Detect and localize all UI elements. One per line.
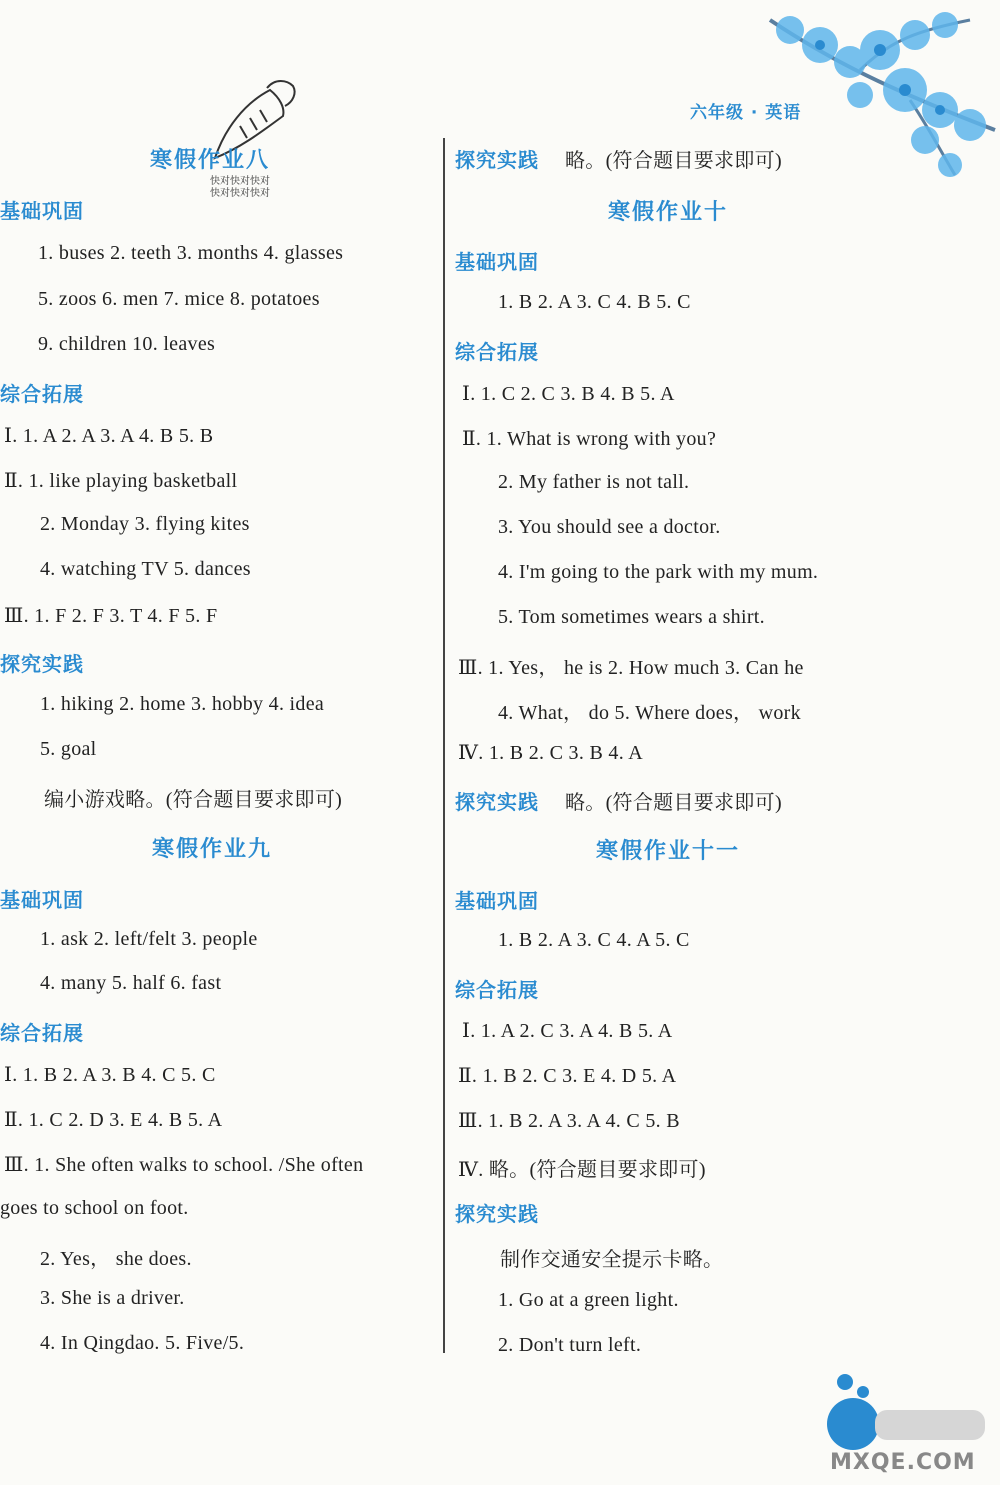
answer-line: Ⅲ. 1. F 2. F 3. T 4. F 5. F — [4, 605, 218, 627]
answer-line: 略。(符合题目要求即可) — [565, 792, 782, 814]
answer-line: 制作交通安全提示卡略。 — [500, 1249, 724, 1271]
answer-line: Ⅳ. 1. B 2. C 3. B 4. A — [458, 742, 643, 764]
answer-line: 2. My father is not tall. — [498, 471, 690, 493]
answer-line: 4. many 5. half 6. fast — [40, 972, 222, 994]
answer-line: Ⅳ. 略。(符合题目要求即可) — [458, 1159, 706, 1181]
answer-line: 1. B 2. A 3. C 4. A 5. C — [498, 929, 690, 951]
answer-line: 4. In Qingdao. 5. Five/5. — [40, 1332, 245, 1354]
title-homework-10: 寒假作业十 — [608, 200, 729, 225]
title-homework-8: 寒假作业八 — [150, 148, 271, 173]
answer-line: Ⅰ. 1. A 2. C 3. A 4. B 5. A — [462, 1020, 673, 1042]
answer-line: 略。(符合题目要求即可) — [565, 150, 782, 172]
answer-line: goes to school on foot. — [0, 1197, 189, 1219]
answer-line: 4. I'm going to the park with my mum. — [498, 561, 819, 583]
stamp-line-2: 快对快对快对 — [210, 188, 270, 199]
section-basic-consolidation: 基础巩固 — [455, 889, 539, 913]
section-comprehensive-extension: 综合拓展 — [0, 382, 84, 406]
answer-line: 1. hiking 2. home 3. hobby 4. idea — [40, 693, 325, 715]
brand-stamp — [210, 176, 270, 200]
answer-line: Ⅲ. 1. Yes， he is 2. How much 3. Can he — [458, 657, 804, 679]
answer-line: 1. ask 2. left/felt 3. people — [40, 928, 258, 950]
answer-line: Ⅰ. 1. B 2. A 3. B 4. C 5. C — [4, 1064, 216, 1086]
stamp-line-1: 快对快对快对 — [210, 176, 270, 187]
answer-line: 3. She is a driver. — [40, 1287, 185, 1309]
answer-line: 1. buses 2. teeth 3. months 4. glasses — [38, 242, 344, 264]
section-exploration-practice: 探究实践 — [455, 148, 539, 172]
section-comprehensive-extension: 综合拓展 — [455, 978, 539, 1002]
answer-line: Ⅰ. 1. C 2. C 3. B 4. B 5. A — [462, 383, 675, 405]
section-comprehensive-extension: 综合拓展 — [455, 340, 539, 364]
watermark-text: MXQE.COM — [830, 1450, 976, 1475]
answer-line: 4. watching TV 5. dances — [40, 558, 251, 580]
answer-line: 5. Tom sometimes wears a shirt. — [498, 606, 765, 628]
section-basic-consolidation: 基础巩固 — [455, 250, 539, 274]
section-basic-consolidation: 基础巩固 — [0, 199, 84, 223]
answer-line: 1. B 2. A 3. C 4. B 5. C — [498, 291, 691, 313]
answer-line: Ⅱ. 1. B 2. C 3. E 4. D 5. A — [458, 1065, 677, 1087]
answer-line: 2. Don't turn left. — [498, 1334, 642, 1356]
grade-subject-header: 六年级 · 英语 — [690, 103, 802, 123]
section-exploration-practice: 探究实践 — [455, 1202, 539, 1226]
answer-line: 5. zoos 6. men 7. mice 8. potatoes — [38, 288, 320, 310]
section-exploration-practice: 探究实践 — [0, 652, 84, 676]
answer-line: 编小游戏略。(符合题目要求即可) — [44, 789, 343, 811]
answer-line: 4. What， do 5. Where does， work — [498, 702, 801, 724]
answer-line: Ⅱ. 1. What is wrong with you? — [462, 428, 717, 450]
answer-line: Ⅱ. 1. C 2. D 3. E 4. B 5. A — [4, 1109, 223, 1131]
answer-line: Ⅰ. 1. A 2. A 3. A 4. B 5. B — [4, 425, 214, 447]
section-basic-consolidation: 基础巩固 — [0, 888, 84, 912]
answer-line: 9. children 10. leaves — [38, 333, 216, 355]
answer-line: 3. You should see a doctor. — [498, 516, 721, 538]
answer-line: 1. Go at a green light. — [498, 1289, 679, 1311]
title-homework-11: 寒假作业十一 — [596, 839, 741, 864]
column-divider — [443, 138, 445, 1353]
section-comprehensive-extension: 综合拓展 — [0, 1021, 84, 1045]
answer-line: 2. Monday 3. flying kites — [40, 513, 250, 535]
answer-line: Ⅲ. 1. B 2. A 3. A 4. C 5. B — [458, 1110, 680, 1132]
watermark-logo-icon — [815, 1372, 995, 1452]
section-exploration-practice: 探究实践 — [455, 790, 539, 814]
answer-line: Ⅲ. 1. She often walks to school. /She often — [4, 1154, 364, 1176]
answer-line: 2. Yes， she does. — [40, 1248, 192, 1270]
answer-line: 5. goal — [40, 738, 97, 760]
title-homework-9: 寒假作业九 — [152, 837, 273, 862]
answer-line: Ⅱ. 1. like playing basketball — [4, 470, 238, 492]
